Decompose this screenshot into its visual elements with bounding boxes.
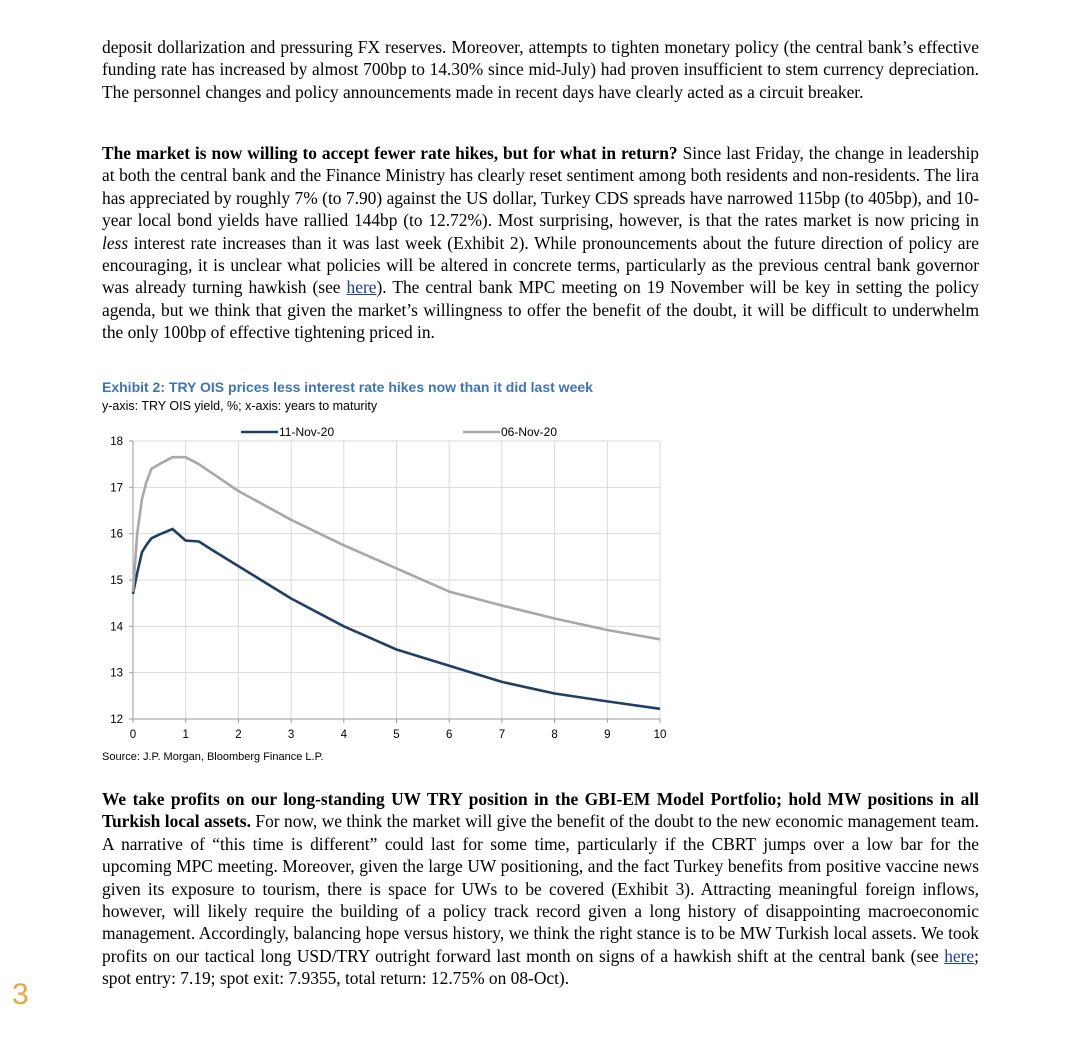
x-tick-label: 8 bbox=[551, 729, 558, 741]
here-link[interactable]: here bbox=[944, 945, 975, 966]
y-tick-label: 15 bbox=[110, 575, 123, 587]
x-tick-label: 3 bbox=[287, 729, 295, 741]
paragraph-italic: less bbox=[102, 232, 129, 253]
paragraph-text: For now, we think the market will give the benefit of the doubt to the new economic management team. A narrative of “this time is different” could last for some time, particularly if the CBRT jumps over a low bar for the upcoming MPC meeting. Moreover, given the large UW positioning, and the fact Turkey benefits from positive vaccine news given its exposure to tourism, there is space for UWs to be covered (Exhibit 3). Attracting meaningful foreign inflows, however, will likely require the building of a policy track record given a long history of disappointing macroeconomic management. Accordingly, balancing hope versus history, we think the right stance is to be MW Turkish local assets. We took profits on our tactical long USD/TRY outright forward last month on signs of a hawkish shift at the central bank (see bbox=[102, 811, 979, 966]
legend-label-2: 06-Nov-20 bbox=[501, 425, 558, 439]
x-tick-label: 10 bbox=[653, 729, 667, 741]
paragraph-lead-bold: The market is now willing to accept fewer rate hikes, but for what in return? bbox=[102, 143, 678, 163]
x-tick-label: 1 bbox=[182, 729, 189, 741]
x-tick-label: 6 bbox=[445, 729, 453, 741]
paragraph-lead-bold: We take profits on our long-standing UW TRY position in the GBI-EM Model Portfolio; hold MW positions in all Turkish local assets. bbox=[102, 789, 979, 832]
x-tick-label: 4 bbox=[340, 729, 348, 741]
here-link[interactable]: here bbox=[346, 277, 377, 298]
exhibit-title: Exhibit 2: TRY OIS prices less interest rate hikes now than it did last week bbox=[102, 379, 593, 395]
paragraph-text: Since last Friday, the change in leadership at both the central bank and the Finance Ministry has clearly reset sentiment among both residents and non-residents. The lira has appreciated by roughly 7% (to 7.90) against the US dollar, Turkey CDS spreads have narrowed 115bp (to 405bp), and 10-year local bond yields have rallied 144bp (to 12.72%). Most surprising, however, is that the rates market is now pricing in bbox=[102, 143, 979, 231]
x-tick-label: 7 bbox=[498, 729, 506, 741]
legend-label-1: 11-Nov-20 bbox=[279, 425, 335, 439]
x-tick-label: 9 bbox=[604, 729, 611, 741]
y-tick-label: 16 bbox=[110, 528, 123, 541]
x-tick-label: 0 bbox=[129, 729, 137, 741]
exhibit-source: Source: J.P. Morgan, Bloomberg Finance L.P. bbox=[102, 751, 324, 763]
paragraph-dollarization: deposit dollarization and pressuring FX reserves. Moreover, attempts to tighten monetary policy (the central bank’s effective funding rate has increased by almost 700bp to 14.30% since mid-July) had proven insufficient to stem currency depreciation. The personnel changes and policy announcements made in recent days have clearly acted as a circuit breaker. bbox=[102, 37, 979, 102]
paragraph-rate-hikes bbox=[102, 142, 979, 344]
y-tick-label: 13 bbox=[110, 667, 123, 680]
paragraph-take-profits bbox=[102, 788, 979, 990]
x-tick-label: 2 bbox=[235, 729, 242, 741]
y-tick-label: 14 bbox=[110, 621, 123, 634]
y-tick-label: 12 bbox=[110, 714, 123, 726]
y-tick-label: 18 bbox=[110, 436, 123, 448]
page-number: 3 bbox=[12, 978, 29, 1011]
x-tick-label: 5 bbox=[393, 729, 400, 741]
paragraph-text: interest rate increases than it was last week (Exhibit 2). While pronouncements about the future direction of policy are encouraging, it is unclear what policies will be altered in concrete terms, particularly as the previous central bank governor was already turning hawkish (see bbox=[102, 232, 979, 298]
paragraph-text: ). The central bank MPC meeting on 19 November will be key in setting the policy agenda, but we think that given the market’s willingness to offer the benefit of the doubt, it will be difficult to underwhelm the only 100bp of effective tightening priced in. bbox=[102, 277, 979, 343]
paragraph-text: ; spot entry: 7.19; spot exit: 7.9355, total return: 12.75% on 08-Oct). bbox=[102, 945, 979, 989]
y-tick-label: 17 bbox=[110, 482, 123, 495]
ois-yield-chart bbox=[95, 420, 675, 750]
exhibit-subtitle: y-axis: TRY OIS yield, %; x-axis: years to maturity bbox=[102, 399, 378, 413]
